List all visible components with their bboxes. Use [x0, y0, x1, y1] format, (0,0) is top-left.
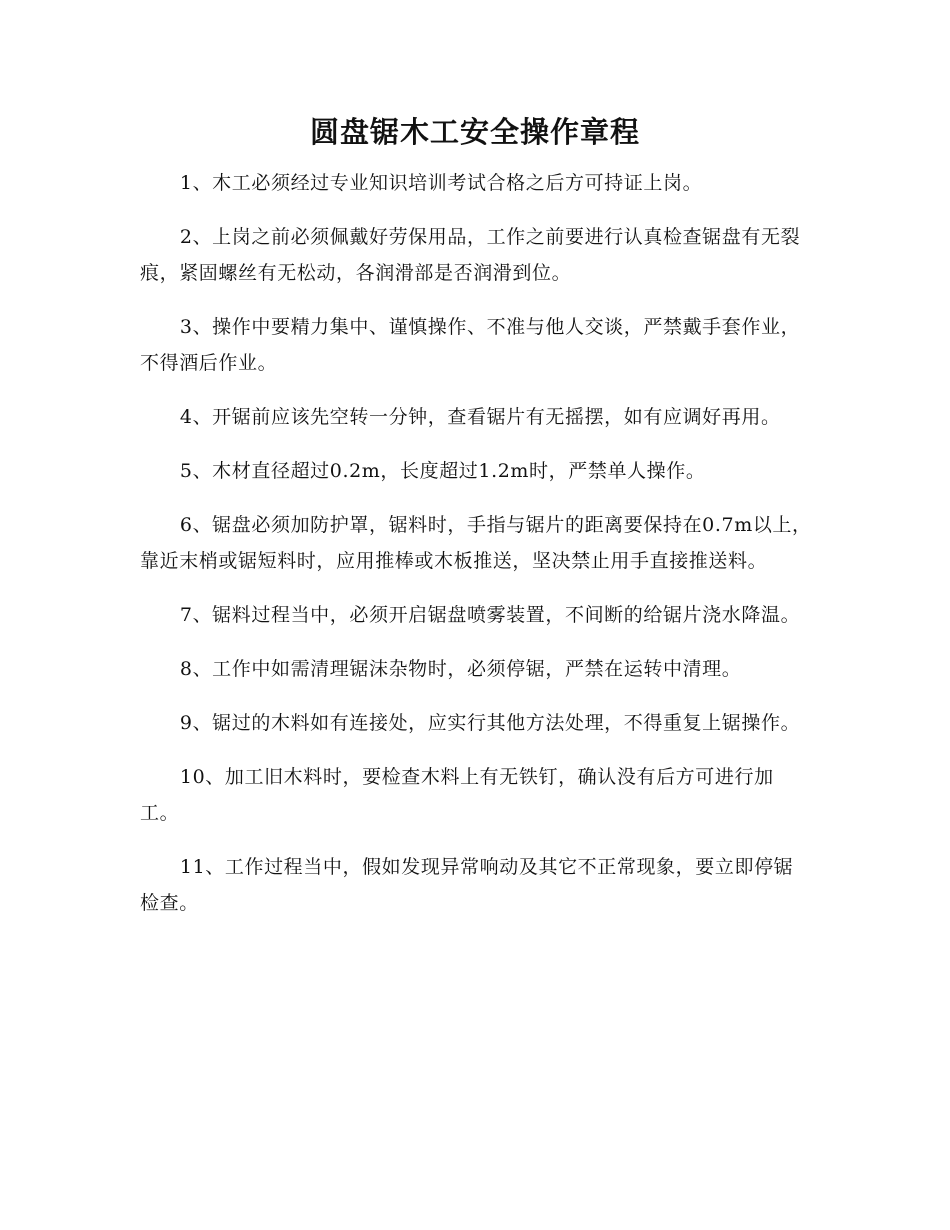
paragraph-1: 1、木工必须经过专业知识培训考试合格之后方可持证上岗。: [179, 172, 703, 194]
paragraph-6: 6、锯盘必须加防护罩，锯料时，手指与锯片的距离要保持在0.7m以上，靠近末梢或锯短料时，应用推棒或木板推送，坚决禁止用手直接推送料。: [140, 514, 812, 572]
paragraph-10: 10、加工旧木料时，要检查木料上有无铁钉，确认没有后方可进行加工。: [140, 766, 774, 824]
paragraph-9: 9、锯过的木料如有连接处，应实行其他方法处理，不得重复上锯操作。: [179, 712, 801, 734]
paragraph-11: 11、工作过程当中，假如发现异常响动及其它不正常现象，要立即停锯检查。: [140, 856, 794, 914]
paragraph-7: 7、锯料过程当中，必须开启锯盘喷雾装置，不间断的给锯片浇水降温。: [179, 604, 801, 626]
paragraph-4: 4、开锯前应该先空转一分钟，查看锯片有无摇摆，如有应调好再用。: [179, 406, 781, 428]
paragraph-5: 5、木材直径超过0.2m，长度超过1.2m时，严禁单人操作。: [179, 460, 706, 482]
paragraph-8: 8、工作中如需清理锯沫杂物时，必须停锯，严禁在运转中清理。: [179, 658, 742, 680]
document-body: [140, 165, 812, 939]
paragraph-2: 2、上岗之前必须佩戴好劳保用品，工作之前要进行认真检查锯盘有无裂痕，紧固螺丝有无松动，各润滑部是否润滑到位。: [140, 226, 801, 284]
document-title: 圆盘锯木工安全操作章程: [309, 115, 640, 149]
paragraph-3: 3、操作中要精力集中、谨慎操作、不准与他人交谈，严禁戴手套作业，不得酒后作业。: [140, 316, 801, 374]
